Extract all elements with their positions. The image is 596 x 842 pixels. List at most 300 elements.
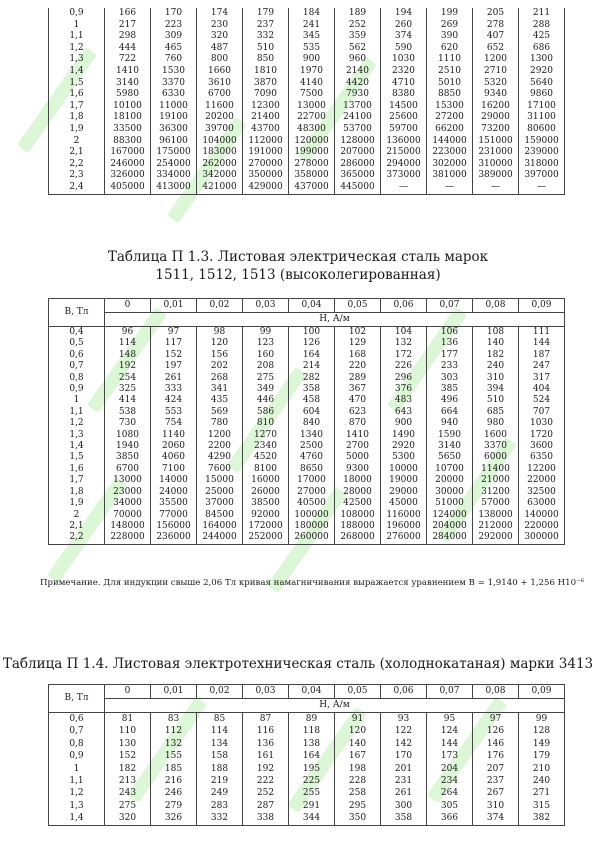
cell-h-value: 204000 (427, 521, 473, 532)
cell-h-value: 63000 (519, 498, 565, 509)
cell-h-value: 271 (519, 787, 565, 799)
cell-h-value: 445000 (335, 182, 381, 194)
cell-h-value: 320 (105, 812, 151, 825)
cell-h-value: 1590 (427, 430, 473, 441)
cell-h-value: 483 (381, 395, 427, 406)
cell-h-value: 562 (335, 43, 381, 55)
cell-h-value: 295 (335, 800, 381, 812)
cell-h-value: 126 (473, 725, 519, 737)
cell-h-value: 309 (151, 31, 197, 43)
cell-h-value: 17000 (289, 475, 335, 486)
cell-h-value: 262000 (197, 159, 243, 171)
cell-h-value: 276000 (381, 532, 427, 544)
cell-h-value: 291 (289, 800, 335, 812)
cell-b-value: 1,3 (49, 430, 105, 441)
cell-h-value: 780 (197, 418, 243, 429)
cell-h-value: 116 (243, 725, 289, 737)
cell-b-value: 1,3 (49, 800, 105, 812)
cell-b-value: 0,9 (49, 750, 105, 762)
cell-h-value: 538 (105, 407, 151, 418)
cell-b-value: 1,1 (49, 31, 105, 43)
header-col: 0,08 (473, 685, 519, 699)
cell-h-value: 189 (335, 8, 381, 20)
cell-h-value: 260 (381, 20, 427, 32)
table-row (49, 441, 565, 452)
cell-h-value: 31200 (473, 487, 519, 498)
cell-h-value: 175000 (151, 147, 197, 159)
cell-h-value: 167 (335, 750, 381, 762)
cell-h-value: 1970 (289, 66, 335, 78)
cell-b-value: 0,4 (49, 327, 105, 339)
cell-h-value: 496 (427, 395, 473, 406)
cell-h-value: 620 (427, 43, 473, 55)
cell-h-value: 144 (427, 738, 473, 750)
cell-h-value: 188000 (335, 521, 381, 532)
cell-h-value: 207 (473, 763, 519, 775)
cell-h-value: 350000 (243, 170, 289, 182)
cell-h-value: 389000 (473, 170, 519, 182)
table-row (49, 101, 565, 113)
cell-h-value: 223 (151, 20, 197, 32)
cell-b-value: 2 (49, 136, 105, 148)
cell-b-value: 0,7 (49, 361, 105, 372)
cell-h-value: 1810 (243, 66, 289, 78)
cell-h-value: 1530 (151, 66, 197, 78)
cell-h-value: 255 (289, 787, 335, 799)
header-col: 0,01 (151, 299, 197, 313)
cell-h-value: 437000 (289, 182, 335, 194)
cell-h-value: 367 (335, 384, 381, 395)
cell-h-value: 754 (151, 418, 197, 429)
header-col: 0,08 (473, 299, 519, 313)
cell-h-value: 604 (289, 407, 335, 418)
cell-h-value: 205 (473, 8, 519, 20)
table-row (49, 407, 565, 418)
cell-h-value: 239000 (519, 147, 565, 159)
cell-h-value: 124 (427, 725, 473, 737)
cell-h-value: 174 (197, 8, 243, 20)
cell-h-value: 345 (289, 31, 335, 43)
cell-h-value: 7100 (151, 464, 197, 475)
cell-h-value: 4140 (289, 78, 335, 90)
cell-b-value: 1,4 (49, 441, 105, 452)
table-row (49, 498, 565, 509)
cell-h-value: 300 (381, 800, 427, 812)
cell-h-value: — (519, 182, 565, 194)
cell-h-value: 26000 (243, 487, 289, 498)
cell-h-value: 1340 (289, 430, 335, 441)
cell-h-value: 288 (519, 20, 565, 32)
cell-h-value: 300000 (519, 532, 565, 544)
table-row (49, 31, 565, 43)
cell-h-value: 223000 (427, 147, 473, 159)
cell-h-value: 275 (243, 373, 289, 384)
cell-b-value: 1,9 (49, 498, 105, 509)
cell-h-value: 146 (473, 738, 519, 750)
cell-b-value: 1,9 (49, 124, 105, 136)
cell-h-value: 12200 (519, 464, 565, 475)
cell-h-value: 413000 (151, 182, 197, 194)
cell-h-value: 900 (289, 54, 335, 66)
table-row (49, 787, 565, 799)
cell-h-value: 5000 (335, 452, 381, 463)
cell-h-value: 140 (473, 338, 519, 349)
cell-h-value: 8650 (289, 464, 335, 475)
cell-h-value: 112 (151, 725, 197, 737)
cell-h-value: 237 (473, 775, 519, 787)
table-row (49, 170, 565, 182)
cell-h-value: 2060 (151, 441, 197, 452)
cell-h-value: 179 (243, 8, 289, 20)
cell-h-value: 405000 (105, 182, 151, 194)
cell-b-value: 0,8 (49, 373, 105, 384)
cell-h-value: 214 (289, 361, 335, 372)
header-col: 0,06 (381, 299, 427, 313)
cell-h-value: 124000 (427, 510, 473, 521)
cell-h-value: 43700 (243, 124, 289, 136)
header-col: 0,07 (427, 685, 473, 699)
cell-h-value: 15300 (427, 101, 473, 113)
cell-h-value: 37000 (197, 498, 243, 509)
cell-h-value: 140 (335, 738, 381, 750)
cell-h-value: 730 (105, 418, 151, 429)
cell-h-value: 128 (519, 725, 565, 737)
table-row (49, 112, 565, 124)
cell-h-value: 53700 (335, 124, 381, 136)
cell-h-value: 1080 (105, 430, 151, 441)
cell-h-value: 590 (381, 43, 427, 55)
header-col: 0 (105, 299, 151, 313)
header-h: H, А/м (105, 699, 565, 713)
cell-h-value: 269 (427, 20, 473, 32)
caption-line: 1511, 1512, 1513 (высоколегированная) (155, 267, 441, 283)
cell-h-value: 326000 (105, 170, 151, 182)
cell-h-value: 117 (151, 338, 197, 349)
cell-h-value: 870 (335, 418, 381, 429)
cell-h-value: 267 (473, 787, 519, 799)
cell-h-value: 424 (151, 395, 197, 406)
cell-h-value: 382 (519, 812, 565, 825)
table-row (49, 452, 565, 463)
cell-h-value: 149 (519, 738, 565, 750)
cell-h-value: 217 (105, 20, 151, 32)
cell-h-value: 940 (427, 418, 473, 429)
header-col: 0,06 (381, 685, 427, 699)
cell-b-value: 1,2 (49, 787, 105, 799)
cell-h-value: 219 (197, 775, 243, 787)
cell-h-value: 237 (243, 20, 289, 32)
header-col: 0 (105, 685, 151, 699)
cell-h-value: 332 (197, 812, 243, 825)
cell-h-value: 421000 (197, 182, 243, 194)
table-row (49, 763, 565, 775)
cell-h-value: 18100 (105, 112, 151, 124)
table-continuation (48, 8, 565, 195)
cell-h-value: 407 (473, 31, 519, 43)
cell-h-value: 20200 (197, 112, 243, 124)
cell-h-value: 470 (335, 395, 381, 406)
cell-h-value: 11600 (197, 101, 243, 113)
cell-h-value: 172 (381, 350, 427, 361)
cell-h-value: 374 (473, 812, 519, 825)
cell-h-value: 57000 (473, 498, 519, 509)
cell-h-value: 25000 (197, 487, 243, 498)
cell-h-value: 108 (473, 327, 519, 339)
cell-h-value: 334000 (151, 170, 197, 182)
cell-h-value: 148 (105, 350, 151, 361)
cell-h-value: 99 (243, 327, 289, 339)
cell-h-value: 87 (243, 713, 289, 726)
cell-h-value: 5010 (427, 78, 473, 90)
cell-b-value: 1 (49, 763, 105, 775)
cell-h-value: 155 (151, 750, 197, 762)
header-col: 0,07 (427, 299, 473, 313)
cell-h-value: 623 (335, 407, 381, 418)
cell-h-value: 7500 (289, 89, 335, 101)
cell-h-value: 1030 (381, 54, 427, 66)
cell-h-value: 13000 (289, 101, 335, 113)
cell-h-value: 164000 (197, 521, 243, 532)
table-row (49, 54, 565, 66)
cell-h-value: 96100 (151, 136, 197, 148)
cell-h-value: 123 (243, 338, 289, 349)
table-row (49, 327, 565, 339)
cell-h-value: 685 (473, 407, 519, 418)
cell-h-value: 333 (151, 384, 197, 395)
cell-h-value: 168 (335, 350, 381, 361)
cell-h-value: 1030 (519, 418, 565, 429)
cell-h-value: 664 (427, 407, 473, 418)
cell-h-value: 29000 (381, 487, 427, 498)
cell-h-value: 326 (151, 812, 197, 825)
cell-h-value: 210 (519, 763, 565, 775)
cell-b-value: 0,9 (49, 8, 105, 20)
cell-h-value: 170 (381, 750, 427, 762)
cell-h-value: 172000 (243, 521, 289, 532)
cell-h-value: 32500 (519, 487, 565, 498)
table-row (49, 43, 565, 55)
cell-h-value: 310 (473, 800, 519, 812)
cell-h-value: 287 (243, 800, 289, 812)
cell-h-value: 201 (381, 763, 427, 775)
cell-h-value: 59700 (381, 124, 427, 136)
cell-b-value: 2,1 (49, 147, 105, 159)
cell-h-value: 38500 (243, 498, 289, 509)
table-row (49, 713, 565, 726)
table-row (49, 464, 565, 475)
cell-h-value: 222 (243, 775, 289, 787)
cell-h-value: 231000 (473, 147, 519, 159)
cell-h-value: 358 (381, 812, 427, 825)
cell-b-value: 2 (49, 510, 105, 521)
cell-h-value: 31100 (519, 112, 565, 124)
cell-h-value: 192 (105, 361, 151, 372)
cell-h-value: 252 (243, 787, 289, 799)
table-caption: Таблица П 1.4. Листовая электротехническая сталь (холоднокатаная) марки 3413 (2, 656, 594, 672)
cell-h-value: 275 (105, 800, 151, 812)
cell-h-value: 5980 (105, 89, 151, 101)
cell-h-value: 14500 (381, 101, 427, 113)
table-row (49, 338, 565, 349)
cell-h-value: 5640 (519, 78, 565, 90)
cell-h-value: 4420 (335, 78, 381, 90)
cell-h-value: 2140 (335, 66, 381, 78)
cell-h-value: 465 (151, 43, 197, 55)
cell-h-value: 182 (473, 350, 519, 361)
cell-h-value: 722 (105, 54, 151, 66)
cell-h-value: 184 (289, 8, 335, 20)
cell-h-value: 6000 (473, 452, 519, 463)
cell-h-value: 132 (151, 738, 197, 750)
cell-h-value: 7600 (197, 464, 243, 475)
cell-h-value: 156000 (151, 521, 197, 532)
cell-h-value: 18000 (335, 475, 381, 486)
cell-h-value: 414 (105, 395, 151, 406)
cell-h-value: 17100 (519, 101, 565, 113)
cell-h-value: 194 (381, 8, 427, 20)
cell-h-value: 42500 (335, 498, 381, 509)
table-row (49, 750, 565, 762)
cell-h-value: 152 (105, 750, 151, 762)
header-b: B, Тл (49, 685, 105, 713)
cell-h-value: 95 (427, 713, 473, 726)
table-row (49, 487, 565, 498)
cell-h-value: 204 (427, 763, 473, 775)
cell-h-value: 151000 (473, 136, 519, 148)
cell-h-value: 106 (427, 327, 473, 339)
header-col: 0,03 (243, 299, 289, 313)
cell-h-value: 19000 (381, 475, 427, 486)
cell-h-value: 2340 (243, 441, 289, 452)
cell-h-value: 128000 (335, 136, 381, 148)
cell-h-value: 132 (381, 338, 427, 349)
cell-h-value: 182 (105, 763, 151, 775)
cell-h-value: 7930 (335, 89, 381, 101)
cell-h-value: 9860 (519, 89, 565, 101)
cell-h-value: 126 (289, 338, 335, 349)
cell-h-value: 142 (381, 738, 427, 750)
cell-h-value: 3140 (427, 441, 473, 452)
cell-b-value: 1,7 (49, 101, 105, 113)
cell-h-value: 134 (197, 738, 243, 750)
cell-h-value: 220 (335, 361, 381, 372)
cell-h-value: 268000 (335, 532, 381, 544)
cell-h-value: 156 (197, 350, 243, 361)
cell-h-value: 246000 (105, 159, 151, 171)
cell-h-value: 535 (289, 43, 335, 55)
cell-h-value: 1140 (151, 430, 197, 441)
cell-h-value: 173 (427, 750, 473, 762)
header-b: B, Тл (49, 299, 105, 327)
cell-b-value: 2,4 (49, 182, 105, 194)
cell-h-value: 270000 (243, 159, 289, 171)
cell-h-value: 12300 (243, 101, 289, 113)
cell-h-value: 20000 (427, 475, 473, 486)
cell-h-value: 27200 (427, 112, 473, 124)
cell-h-value: 3850 (105, 452, 151, 463)
header-col: 0,09 (519, 685, 565, 699)
cell-h-value: 148000 (105, 521, 151, 532)
cell-h-value: 233 (427, 361, 473, 372)
cell-h-value: 254 (105, 373, 151, 384)
cell-h-value: 243 (105, 787, 151, 799)
table-row (49, 800, 565, 812)
cell-h-value: 212000 (473, 521, 519, 532)
cell-h-value: 202 (197, 361, 243, 372)
cell-h-value: 317 (519, 373, 565, 384)
cell-b-value: 1,5 (49, 78, 105, 90)
cell-b-value: 1,4 (49, 66, 105, 78)
table-row (49, 20, 565, 32)
cell-h-value: 760 (151, 54, 197, 66)
cell-h-value: 1490 (381, 430, 427, 441)
header-col: 0,05 (335, 299, 381, 313)
cell-h-value: 185 (151, 763, 197, 775)
cell-h-value: 800 (197, 54, 243, 66)
cell-h-value: 5650 (427, 452, 473, 463)
cell-h-value: 45000 (381, 498, 427, 509)
cell-h-value: 394 (473, 384, 519, 395)
cell-h-value: 8850 (427, 89, 473, 101)
table-row (49, 475, 565, 486)
cell-h-value: 120000 (289, 136, 335, 148)
cell-h-value: 385 (427, 384, 473, 395)
cell-b-value: 1,6 (49, 464, 105, 475)
cell-h-value: 96 (105, 327, 151, 339)
table-row (49, 418, 565, 429)
cell-h-value: 25600 (381, 112, 427, 124)
cell-h-value: 208 (243, 361, 289, 372)
table-row (49, 182, 565, 194)
cell-h-value: 73200 (473, 124, 519, 136)
table-row (49, 124, 565, 136)
cell-h-value: 707 (519, 407, 565, 418)
cell-h-value: 341 (197, 384, 243, 395)
header-col: 0,03 (243, 685, 289, 699)
cell-h-value: 282 (289, 373, 335, 384)
cell-h-value: 310 (473, 373, 519, 384)
cell-h-value: 1410 (335, 430, 381, 441)
cell-h-value: 197 (151, 361, 197, 372)
cell-h-value: 88300 (105, 136, 151, 148)
cell-h-value: 228000 (105, 532, 151, 544)
cell-h-value: 29000 (473, 112, 519, 124)
cell-h-value: 92000 (243, 510, 289, 521)
cell-h-value: 161 (243, 750, 289, 762)
cell-h-value: 240 (473, 361, 519, 372)
table-row (49, 361, 565, 372)
cell-h-value: 122 (381, 725, 427, 737)
cell-h-value: — (427, 182, 473, 194)
cell-h-value: 99 (519, 713, 565, 726)
cell-h-value: 164 (289, 750, 335, 762)
cell-h-value: 164 (289, 350, 335, 361)
cell-h-value: 3610 (197, 78, 243, 90)
table-row (49, 159, 565, 171)
cell-h-value: 114 (197, 725, 243, 737)
cell-h-value: 7090 (243, 89, 289, 101)
cell-b-value: 0,6 (49, 713, 105, 726)
cell-h-value: 21000 (473, 475, 519, 486)
cell-h-value: 188 (197, 763, 243, 775)
cell-h-value: 278 (473, 20, 519, 32)
cell-h-value: 359 (335, 31, 381, 43)
cell-h-value: 13000 (105, 475, 151, 486)
cell-h-value: 258 (335, 787, 381, 799)
cell-h-value: 260000 (289, 532, 335, 544)
cell-h-value: 374 (381, 31, 427, 43)
cell-h-value: 195 (289, 763, 335, 775)
